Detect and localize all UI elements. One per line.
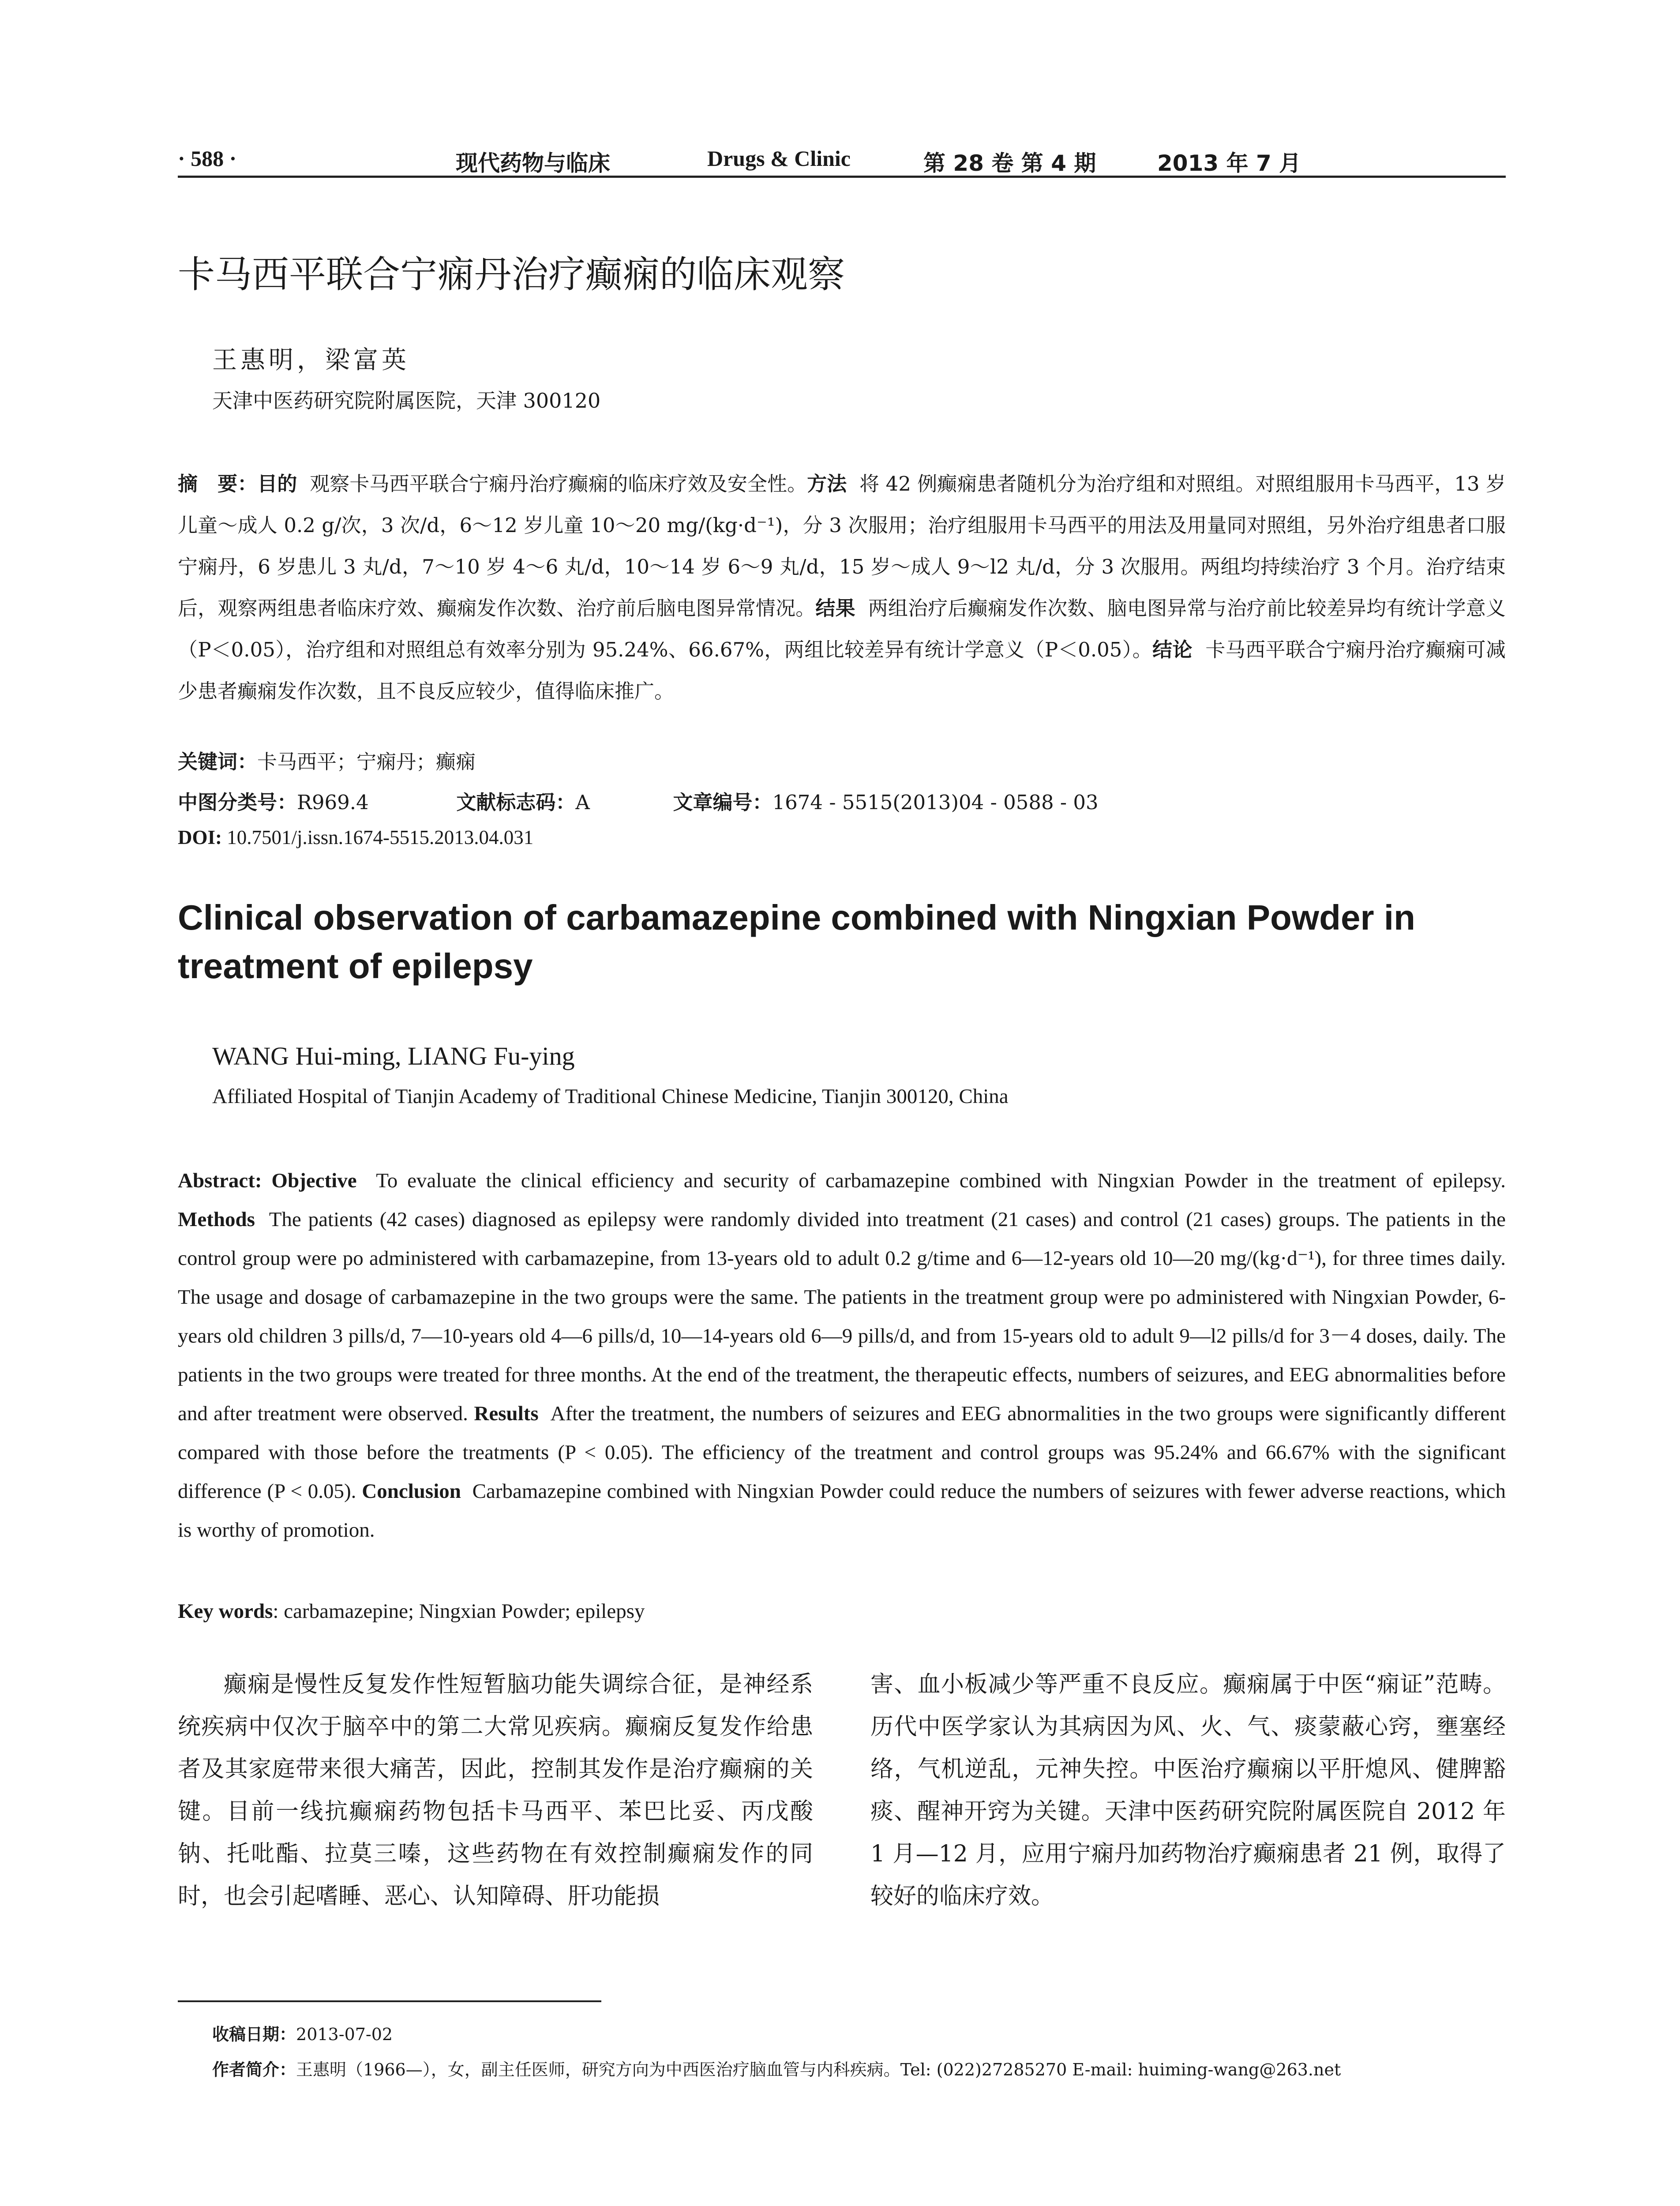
objective-label-cn: 目的 [257,472,297,495]
keywords-text-cn: 卡马西平；宁痫丹；癫痫 [257,750,476,773]
affiliation-cn: 天津中医药研究院附属医院，天津 300120 [212,389,601,413]
objective-text-en: To evaluate the clinical efficiency and security of carbamazepine combined with Ningxian Powder in the treatment of epilepsy. [376,1169,1506,1192]
journal-name-en: Drugs & Clinic [707,146,851,171]
volume-issue: 第 28 卷 第 4 期 [923,150,1096,176]
results-text-cn: 两组治疗后癫痫发作次数、脑电图异常与治疗前比较差异均有统计学意义（P＜0.05），治疗组和对照组总有效率分别为 95.24%、66.67%，两组比较差异有统计学意义（P＜0.05）。 [178,597,1506,661]
keywords-label-en: Key words [178,1600,273,1623]
keywords-label-cn: 关键词： [178,750,258,773]
methods-label-en: Methods [178,1208,255,1231]
footnote-received [212,2021,393,2045]
results-text-en: After the treatment, the numbers of seizures and EEG abnormalities in the two groups were significantly different compared with those before the treatments (P < 0.05). The efficiency of the treatment and control groups was 95.24% and 66.67% with the significant difference (P < 0.05). [178,1402,1506,1503]
conclusion-text-cn: 卡马西平联合宁痫丹治疗癫痫可减少患者癫痫发作次数，且不良反应较少，值得临床推广。 [178,638,1506,703]
conclusion-text-en: Carbamazepine combined with Ningxian Powder could reduce the numbers of seizures with fewer adverse reactions, which is worthy of promotion. [178,1480,1506,1542]
journal-name-cn: 现代药物与临床 [456,150,610,176]
doi-label: DOI: [178,826,222,848]
methods-label-cn: 方法 [807,472,847,495]
abstract-label-en: Abstract: [178,1169,262,1192]
clc-label: 中图分类号： [178,791,297,814]
abstract-cn [178,463,1506,712]
objective-label-en: Objective [271,1169,357,1192]
results-label-en: Results [474,1402,539,1425]
doi-value: 10.7501/j.issn.1674-5515.2013.04.031 [227,826,534,848]
objective-text-cn: 观察卡马西平联合宁痫丹治疗癫痫的临床疗效及安全性。 [310,472,807,495]
keywords-text-en: : carbamazepine; Ningxian Powder; epilepsy [273,1600,645,1623]
footnote-divider [178,2000,601,2002]
methods-text-cn: 将 42 例癫痫患者随机分为治疗组和对照组。对照组服用卡马西平，13 岁儿童～成人 0.2 g/次，3 次/d，6～12 岁儿童 10～20 mg/(kg·d⁻¹)，分 3 次服用；治疗组服用卡马西平的用法及用量同对照组，另外治疗组患者口服宁痫丹，6 岁患儿 3 丸/d，7～10 岁 4～6 丸/d，10～14 岁 6～9 丸/d，15 岁～成人 9～l2 丸/d，分 3 次服用。两组均持续治疗 3 个月。治疗结束后，观察两组患者临床疗效、癫痫发作次数、治疗前后脑电图异常情况。 [178,472,1506,620]
methods-text-en: The patients (42 cases) diagnosed as epilepsy were randomly divided into treatment (21 cases) and control (21 cases) groups. The patients in the control group were po administered with carbamazepine, from 13-years old to adult 0.2 g/time and 6—12-years old 10—20 mg/(kg·d⁻¹), for three times daily. The usage and dosage of carbamazepine in the two groups were the same. The patients in the treatment group were po administered with Ningxian Powder, 6-years old children 3 pills/d, 7—10-years old 4—6 pills/d, 10—14-years old 6—9 pills/d, and from 15-years old to adult 9—l2 pills/d for 3－4 doses, daily. The patients in the two groups were treated for three months. At the end of the treatment, the therapeutic effects, numbers of seizures, and EEG abnormalities before and after treatment were observed. [178,1208,1506,1425]
issue-date: 2013 年 7 月 [1157,150,1301,176]
article-number-label: 文章编号： [673,791,772,814]
author-bio-label: 作者简介： [212,2060,296,2079]
received-date: 2013-07-02 [296,2025,393,2044]
received-label: 收稿日期： [212,2025,296,2044]
classification-line [178,786,1099,815]
abstract-en [178,1161,1506,1549]
conclusion-label-cn: 结论 [1152,638,1192,661]
doi-line [178,826,533,849]
article-title-cn: 卡马西平联合宁痫丹治疗癫痫的临床观察 [178,253,845,296]
affiliation-en: Affiliated Hospital of Tianjin Academy of Traditional Chinese Medicine, Tianjin 300120, China [212,1085,1009,1108]
keywords-cn [178,746,476,774]
body-column-left: 癫痫是慢性反复发作性短暂脑功能失调综合征，是神经系统疾病中仅次于脑卒中的第二大常见疾病。癫痫反复发作给患者及其家庭带来很大痛苦，因此，控制其发作是治疗癫痫的关键。目前一线抗癫痫药物包括卡马西平、苯巴比妥、丙戊酸钠、托吡酯、拉莫三嗪，这些药物在有效控制癫痫发作的同时，也会引起嗜睡、恶心、认知障碍、肝功能损 [178,1671,813,1910]
author-bio: 王惠明（1966—），女，副主任医师，研究方向为中西医治疗脑血管与内科疾病。Tel: (022)27285270 E-mail: huiming-wang@263.net [296,2060,1341,2079]
article-number-value: 1674 - 5515(2013)04 - 0588 - 03 [772,791,1099,814]
clc-value: R969.4 [297,791,369,814]
doc-code-label: 文献标志码： [456,791,576,814]
doc-code-value: A [575,791,590,814]
body-column-right: 害、血小板减少等严重不良反应。癫痫属于中医“痫证”范畴。历代中医学家认为其病因为风、火、气、痰蒙蔽心窍，壅塞经络，气机逆乱，元神失控。中医治疗癫痫以平肝熄风、健脾豁痰、醒神开窍为关键。天津中医药研究院附属医院自 2012 年 1 月—12 月，应用宁痫丹加药物治疗癫痫患者 21 例，取得了较好的临床疗效。 [870,1671,1506,1910]
authors-cn: 王惠明，梁富英 [212,346,410,375]
results-label-cn: 结果 [815,597,855,620]
running-header [178,140,1506,178]
page-number: · 588 · [178,146,237,171]
authors-en: WANG Hui-ming, LIANG Fu-ying [212,1042,575,1070]
conclusion-label-en: Conclusion [362,1480,461,1503]
keywords-en [178,1599,645,1623]
footnote-author [212,2056,1341,2080]
abstract-label-cn: 摘 要： [178,472,258,495]
article-title-en: Clinical observation of carbamazepine combined with Ningxian Powder in treatment of epilepsy [178,898,1415,986]
